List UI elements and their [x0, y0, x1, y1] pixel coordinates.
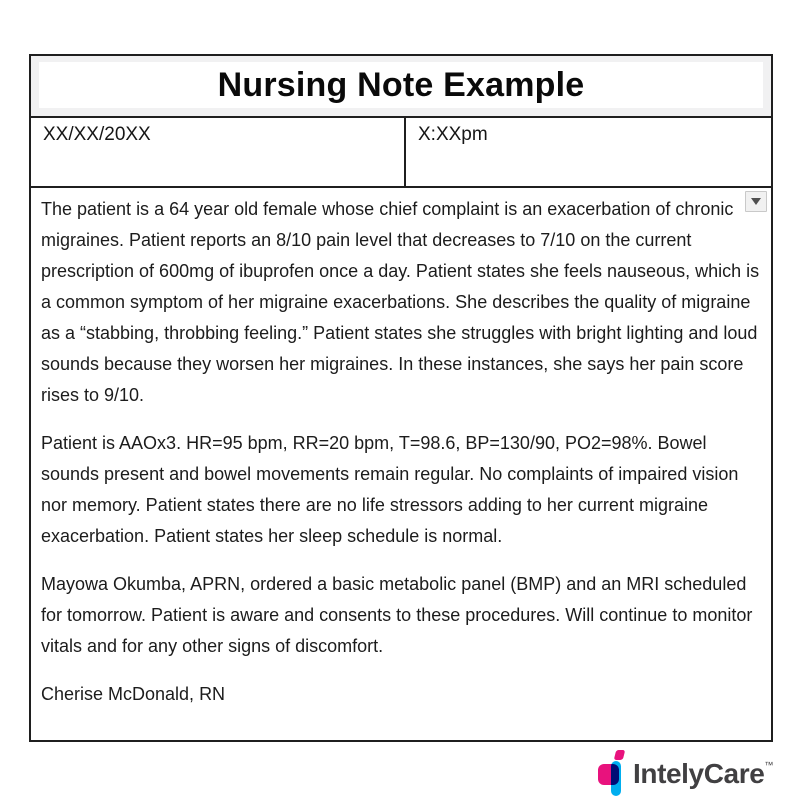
logo-magenta-dot: [614, 750, 625, 760]
note-header: [31, 56, 771, 118]
signature-line: Cherise McDonald, RN: [41, 684, 226, 704]
date-cell: XX/XX/20XX: [31, 118, 406, 186]
nursing-note-table: [29, 54, 773, 742]
intelycare-logo-icon: [598, 750, 626, 798]
paragraph-assessment: The patient is a 64 year old female whose chief complaint is an exacerbation of chronic migraines. Patient reports an 8/10 pain level that decreases to 7/10 on the current prescription of 600mg of ibuprofen once a day. Patient states she feels nauseous, which is a common symptom of her migraine exacerbations. She describes the quality of migraine as a “stabbing, throbbing feeling.” Patient states she struggles with bright lighting and loud sounds because they worsen her migraines. In these instances, she says her pain score rises to 9/10.: [41, 199, 760, 405]
intelycare-logo: [598, 750, 773, 798]
dropdown-arrow-icon: [751, 198, 761, 205]
note-body: [31, 188, 771, 740]
logo-cyan-bar: [611, 761, 621, 796]
dropdown-button[interactable]: [745, 191, 767, 212]
logo-wordmark-text: IntelyCare: [632, 758, 765, 789]
logo-wordmark: [633, 760, 773, 788]
note-title: Nursing Note Example: [39, 62, 763, 108]
time-cell: X:XXpm: [418, 124, 488, 145]
paragraph-vitals: Patient is AAOx3. HR=95 bpm, RR=20 bpm, T=98.6, BP=130/90, PO2=98%. Bowel sounds present and bowel movements remain regular. No complaints of impaired vision nor memory. Patient states there are no life stressors adding to her current migraine exacerbation. Patient states her sleep schedule is normal.: [41, 433, 739, 546]
meta-row: [31, 118, 771, 188]
trademark-symbol: ™: [764, 760, 773, 770]
paragraph-plan: Mayowa Okumba, APRN, ordered a basic metabolic panel (BMP) and an MRI scheduled for tomorrow. Patient is aware and consents to these procedures. Will continue to monitor vitals and for any other signs of discomfort.: [41, 574, 753, 656]
